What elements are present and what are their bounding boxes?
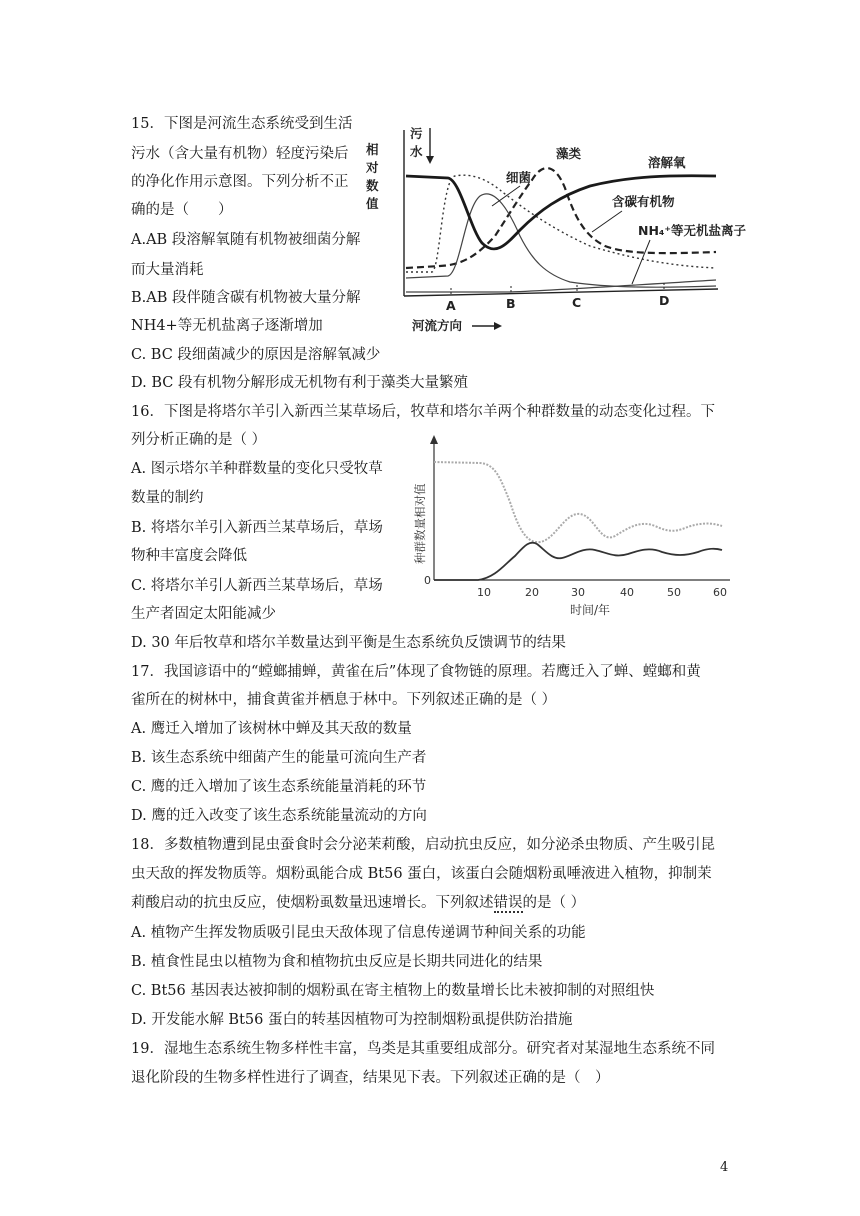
q18-stem-line-3-pre: 莉酸启动的抗虫反应，使烟粉虱数量迅速增长。下列叙述 (131, 895, 494, 911)
q18-emphasis-word: 错误 (493, 895, 523, 911)
q15-ylabel-4: 值 (366, 196, 379, 211)
q15-sewage-label-2: 水 (410, 144, 423, 159)
q16-option-a-line-2: 数量的制约 (131, 490, 204, 506)
q16-xtick-60: 60 (713, 586, 727, 599)
q15-option-c: C. BC 段细菌减少的原因是溶解氧减少 (131, 347, 381, 363)
q15-xlabel: 河流方向 (412, 318, 463, 333)
q16-curve-tahr (434, 543, 722, 580)
q17-option-a: A. 鹰迁入增加了该树林中蝉及其天敌的数量 (131, 721, 412, 737)
q15-stem-line-2: 污水（含大量有机物）轻度污染后 (131, 146, 349, 162)
q18-stem-line-2: 虫天敌的挥发物质等。烟粉虱能合成 Bt56 蛋白，该蛋白会随烟粉虱唾液进入植物，抑制茉 (131, 866, 712, 882)
q18-stem-line-3 (131, 893, 585, 913)
q15-option-a-line-1: A.AB 段溶解氧随有机物被细菌分解 (131, 232, 361, 248)
q16-curve-grass (434, 462, 722, 542)
q16-y-arrowhead (430, 435, 438, 444)
q16-option-c-line-1: C. 将塔尔羊引人新西兰某草场后，草场 (131, 578, 383, 594)
q15-option-d: D. BC 段有机物分解形成无机物有利于藻类大量繁殖 (131, 375, 468, 391)
q17-stem-line-1: 17．我国谚语中的“螳螂捕蝉，黄雀在后”体现了食物链的原理。若鹰迁入了蝉、螳螂和黄 (131, 664, 701, 680)
q16-xtick-50: 50 (667, 586, 681, 599)
q16-option-b-line-2: 物种丰富度会降低 (131, 548, 247, 564)
q16-ylabel: 种群数量相对值 (413, 483, 427, 564)
q15-label-bacteria: 细菌 (506, 170, 532, 185)
q15-label-algae: 藻类 (556, 146, 582, 161)
q18-option-a: A. 植物产生挥发物质吸引昆虫天敌体现了信息传递调节种间关系的功能 (131, 925, 586, 941)
q15-option-b-line-2: NH4+等无机盐离子逐渐增加 (131, 318, 323, 334)
q15-leader-organic (592, 211, 622, 232)
q19-stem-line-1: 19．湿地生态系统生物多样性丰富，鸟类是其重要组成部分。研究者对某湿地生态系统不同 (131, 1041, 715, 1057)
page-number: 4 (720, 1160, 729, 1175)
q15-label-oxygen: 溶解氧 (648, 155, 686, 170)
q15-ylabel-3: 数 (366, 178, 379, 193)
q15-figure (360, 118, 746, 350)
q15-ylabel-1: 相 (366, 142, 379, 157)
q15-stem-line-4: 确的是（ ） (131, 202, 233, 218)
q17-option-d: D. 鹰的迁入改变了该生态系统能量流动的方向 (131, 808, 427, 824)
q15-point-c: C (572, 295, 582, 310)
q18-option-c: C. Bt56 基因表达被抑制的烟粉虱在寄主植物上的数量增长比未被抑制的对照组快 (131, 983, 655, 999)
q16-xlabel: 时间/年 (569, 603, 611, 617)
q15-point-d: D (659, 293, 670, 308)
q15-stem-line-1: 15．下图是河流生态系统受到生活 (131, 116, 353, 132)
q15-stem-line-3: 的净化作用示意图。下列分析不正 (131, 174, 349, 190)
q16-xtick-10: 10 (477, 586, 491, 599)
q15-point-b: B (506, 296, 516, 311)
q17-option-b: B. 该生态系统中细菌产生的能量可流向生产者 (131, 750, 427, 766)
q15-leader-nh4 (632, 240, 650, 284)
q18-option-d: D. 开发能水解 Bt56 蛋白的转基因植物可为控制烟粉虱提供防治措施 (131, 1012, 573, 1028)
q16-option-d: D. 30 年后牧草和塔尔羊数量达到平衡是生态系统负反馈调节的结果 (131, 635, 566, 651)
q16-option-a-line-1: A. 图示塔尔羊种群数量的变化只受牧草 (131, 461, 383, 477)
q16-origin: 0 (424, 574, 431, 587)
q16-stem-line-1: 16．下图是将塔尔羊引入新西兰某草场后，牧草和塔尔羊两个种群数量的动态变化过程。下 (131, 404, 715, 420)
q15-direction-arrowhead (494, 322, 502, 330)
q16-figure (400, 432, 735, 622)
q18-option-b: B. 植食性昆虫以植物为食和植物抗虫反应是长期共同进化的结果 (131, 954, 543, 970)
q17-option-c: C. 鹰的迁入增加了该生态系统能量消耗的环节 (131, 779, 427, 795)
q15-option-b-line-1: B.AB 段伴随含碳有机物被大量分解 (131, 290, 361, 306)
q15-label-nh4: NH₄⁺等无机盐离子 (638, 223, 746, 238)
q16-xtick-40: 40 (620, 586, 634, 599)
q19-stem-line-2: 退化阶段的生物多样性进行了调查，结果见下表。下列叙述正确的是（ ） (131, 1070, 610, 1086)
q16-xtick-20: 20 (525, 586, 539, 599)
q16-xtick-30: 30 (571, 586, 585, 599)
q18-stem-line-3-post: 的是（ ） (522, 895, 586, 911)
q15-ylabel-2: 对 (366, 160, 379, 175)
q15-option-a-line-2: 而大量消耗 (131, 262, 204, 278)
q15-label-organic: 含碳有机物 (612, 194, 675, 209)
q18-stem-line-1: 18．多数植物遭到昆虫蚕食时会分泌茉莉酸，启动抗虫反应，如分泌杀虫物质、产生吸引昆 (131, 837, 715, 853)
q17-stem-line-2: 雀所在的树林中，捕食黄雀并栖息于林中。下列叙述正确的是（ ） (131, 692, 557, 708)
q15-point-a: A (446, 298, 456, 313)
q15-sewage-arrowhead (426, 156, 434, 164)
q16-option-c-line-2: 生产者固定太阳能减少 (131, 606, 276, 622)
q15-curve-algae (406, 168, 716, 268)
q16-option-b-line-1: B. 将塔尔羊引入新西兰某草场后，草场 (131, 520, 383, 536)
q16-stem-line-2: 列分析正确的是（ ） (131, 432, 267, 448)
q15-sewage-label-1: 污 (410, 126, 423, 141)
